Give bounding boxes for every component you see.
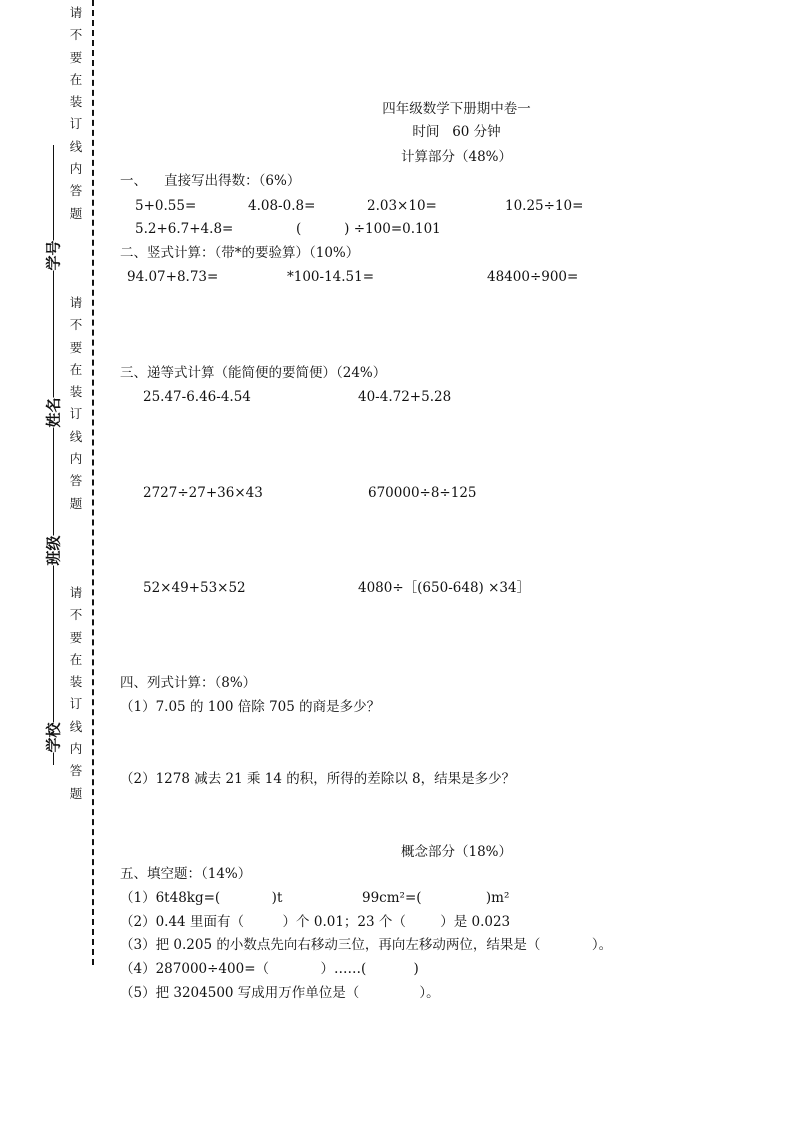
s5-question-4: （4）287000÷400=（ ）……( ): [120, 961, 419, 977]
section1-heading: 一、 直接写出得数：（6%）: [120, 173, 301, 189]
part1-heading: 计算部分（48%）: [400, 149, 512, 165]
s1-item: 2.03×10=: [367, 198, 437, 214]
section4-heading: 四、列式计算：（8%）: [120, 675, 257, 691]
s5-question-1a: （1）6t48kg=( )t: [120, 890, 283, 906]
student-number-label: 学号: [41, 240, 66, 270]
s3-item: 670000÷8÷125: [368, 485, 477, 501]
s2-item: 94.07+8.73=: [127, 269, 219, 285]
section2-heading: 二、竖式计算：（带*的要验算）（10%）: [120, 245, 360, 261]
s1-item: 5+0.55=: [135, 198, 197, 214]
s5-question-3: （3）把 0.205 的小数点先向右移动三位，再向左移动两位，结果是（ ）。: [120, 937, 613, 953]
s4-question-1: （1）7.05 的 100 倍除 705 的商是多少？: [120, 699, 381, 715]
name-label: 姓名: [41, 397, 66, 427]
s5-question-2: （2）0.44 里面有（ ）个 0.01；23 个（ ）是 0.023: [120, 914, 511, 930]
page-title: 四年级数学下册期中卷一: [382, 101, 531, 117]
school-label: 学校: [41, 722, 66, 752]
s3-item: 4080÷［(650-648) ×34］: [358, 580, 531, 596]
class-label: 班级: [41, 535, 66, 565]
section3-heading: 三、递等式计算（能简便的要简便）（24%）: [120, 365, 387, 381]
binding-dashed-line: [92, 0, 94, 965]
s2-item: 48400÷900=: [487, 269, 579, 285]
s2-item: *100-14.51=: [287, 269, 375, 285]
s1-item: ( ) ÷100=0.101: [296, 221, 441, 237]
s3-item: 40-4.72+5.28: [358, 389, 452, 405]
binding-warning-2: 请不要在装订线内答题: [69, 295, 83, 511]
exam-time: 时间 60 分钟: [412, 124, 501, 140]
s1-item: 4.08-0.8=: [248, 198, 316, 214]
binding-warning-1: 请不要在装订线内答题: [69, 5, 83, 221]
s4-question-2: （2）1278 减去 21 乘 14 的积，所得的差除以 8，结果是多少？: [120, 771, 516, 787]
s5-question-1b: 99cm²=( )m²: [362, 890, 510, 906]
part2-heading: 概念部分（18%）: [400, 844, 512, 860]
s3-item: 52×49+53×52: [143, 580, 246, 596]
s1-item: 10.25÷10=: [505, 198, 584, 214]
s3-item: 25.47-6.46-4.54: [143, 389, 251, 405]
s1-item: 5.2+6.7+4.8=: [135, 221, 234, 237]
s3-item: 2727÷27+36×43: [143, 485, 263, 501]
section5-heading: 五、填空题：（14%）: [120, 866, 252, 882]
s5-question-5: （5）把 3204500 写成用万作单位是（ ）。: [120, 985, 440, 1001]
binding-info-line: [53, 145, 54, 765]
binding-warning-3: 请不要在装订线内答题: [69, 585, 83, 801]
